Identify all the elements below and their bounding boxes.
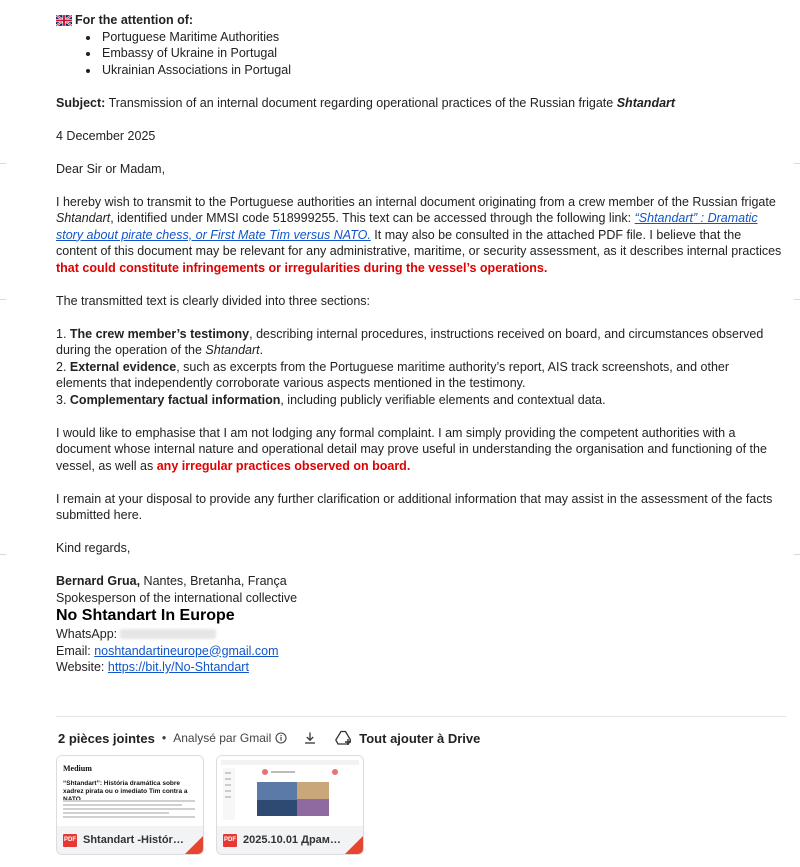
text: . [259,343,264,357]
uk-flag-icon [56,15,72,26]
info-icon[interactable] [275,732,287,744]
recipient-list [56,29,782,79]
greeting: Dear Sir or Madam, [56,161,166,176]
list-item: • Embassy of Ukraine in Portugal [100,45,782,62]
paragraph-emphasis [56,425,782,475]
attachment-footer [57,826,203,854]
corner-fold [185,836,203,854]
signature-org: No Shtandart In Europe [56,607,235,624]
drive-add-label: Tout ajouter à Drive [359,730,481,746]
attention-heading [56,12,782,29]
attachment-card-1[interactable] [56,755,204,855]
highlight-text: that could constitute infringements or irregularities during the vessel’s operations. [56,260,548,275]
signature-website [56,659,782,676]
signature-whatsapp [56,626,782,643]
article-link[interactable]: “Shtandart” : Dramatic story about pirate chess, or First Mate Tim versus NATO. [56,211,758,242]
list-item: • Portuguese Maritime Authorities [100,29,782,46]
website-link[interactable]: https://bit.ly/No-Shtandart [107,660,249,674]
email-label: Email: [56,643,95,658]
section-number: 3. [56,392,70,407]
website-label: Website: [56,660,108,674]
ship-name: Shtandart [56,211,111,225]
text: , describing internal procedures, instructions received on board, and circumstances observed during the operation of the [56,326,764,357]
preview-image [217,756,363,826]
text: , including publicly verifiable elements and contextual data. [280,392,606,407]
preview-title: “Shtandart”: História dramática sobre xadrez pirata ou o imediato Tim contra a [63,780,188,795]
text: , such as excerpts from the Portuguese maritime authority’s report, AIS track screenshots, and other elements that independently corroborate various aspects mentioned in the testimony. [56,359,730,390]
paragraph-disposal: I remain at your disposal to provide any further clarification or additional information that may assist in the assessment of the facts submitted here. [56,491,773,522]
subject-text: Transmission of an internal document regarding operational practices of the Russian frigate [108,95,617,110]
subject-label: Subject: [56,95,106,110]
whatsapp-label: WhatsApp: [56,627,118,641]
download-all-icon[interactable] [303,731,317,745]
pdf-icon: PDF [63,834,77,847]
text: I would like to emphasise that I am not lodging any formal complaint. I am simply providing the competent authorities with a document whose internal nature and operational detail may prove useful in understanding the organisation and functioning of the vessel, as well as [56,425,767,473]
attachment-filename: 2025.10.01 Драм… [243,834,341,846]
section-title: External evidence [69,359,177,374]
text: It may also be consulted in the attached PDF file. I believe that the content of this document may be relevant for any administrative, maritime, or security assessment, as it describes internal practices [56,227,782,258]
preview-text-lines [63,800,195,820]
attachment-preview [57,756,203,826]
email-link[interactable]: noshtandartineurope@gmail.com [94,643,279,658]
highlight-text: any irregular practices observed on board. [156,458,411,473]
section-number: 2. [56,359,70,374]
email-body [56,12,782,676]
preview-logo: Medium [63,764,92,773]
divider-right [794,554,800,555]
section-title: The crew member’s testimony [69,326,250,341]
divider-left [0,163,6,164]
section-3 [56,392,782,409]
list-item: • Ukrainian Associations in Portugal [100,62,782,79]
attachments-count: 2 pièces jointes [58,730,155,746]
attachments-bar [58,728,480,748]
signature-name: Bernard Grua, [56,574,141,588]
attachment-footer [217,826,363,854]
corner-fold [345,836,363,854]
date: 4 December 2025 [56,128,156,143]
divider-right [794,163,800,164]
attachment-preview [217,756,363,826]
text: , identified under MMSI code 518999255. This text can be accessed through the following link: [110,211,635,225]
subject-line [56,95,782,112]
attention-title: For the attention of: [75,13,194,27]
attachment-filename: Shtandart -Histór… [83,834,184,846]
analysed-label: Analysé par Gmail [173,731,272,745]
redacted-phone [120,629,216,639]
separator: • [161,731,167,745]
drive-add-icon [335,730,353,746]
section-title: Complementary factual information [69,392,281,407]
divider-left [0,554,6,555]
paragraph-intro [56,194,782,277]
section-2 [56,359,782,392]
section-1 [56,326,782,359]
section-number: 1. [56,326,70,341]
divider-left [0,299,6,300]
subject-ship: Shtandart [616,95,676,110]
drive-add-button[interactable] [335,730,480,746]
signature-role: Spokesperson of the international collective [56,590,298,605]
attachments-divider [56,716,786,717]
text: I hereby wish to transmit to the Portuguese authorities an internal document originating from a crew member of the Russian frigate [56,194,776,209]
paragraph-sections: The transmitted text is clearly divided into three sections: [56,293,371,308]
signature-place: Nantes, Bretanha, França [140,574,287,588]
signature-email [56,643,782,660]
signature-name-line [56,573,782,590]
attachment-card-2[interactable] [216,755,364,855]
closing: Kind regards, [56,541,131,555]
ship-name: Shtandart [205,343,260,357]
divider-right [794,299,800,300]
pdf-icon: PDF [223,834,237,847]
